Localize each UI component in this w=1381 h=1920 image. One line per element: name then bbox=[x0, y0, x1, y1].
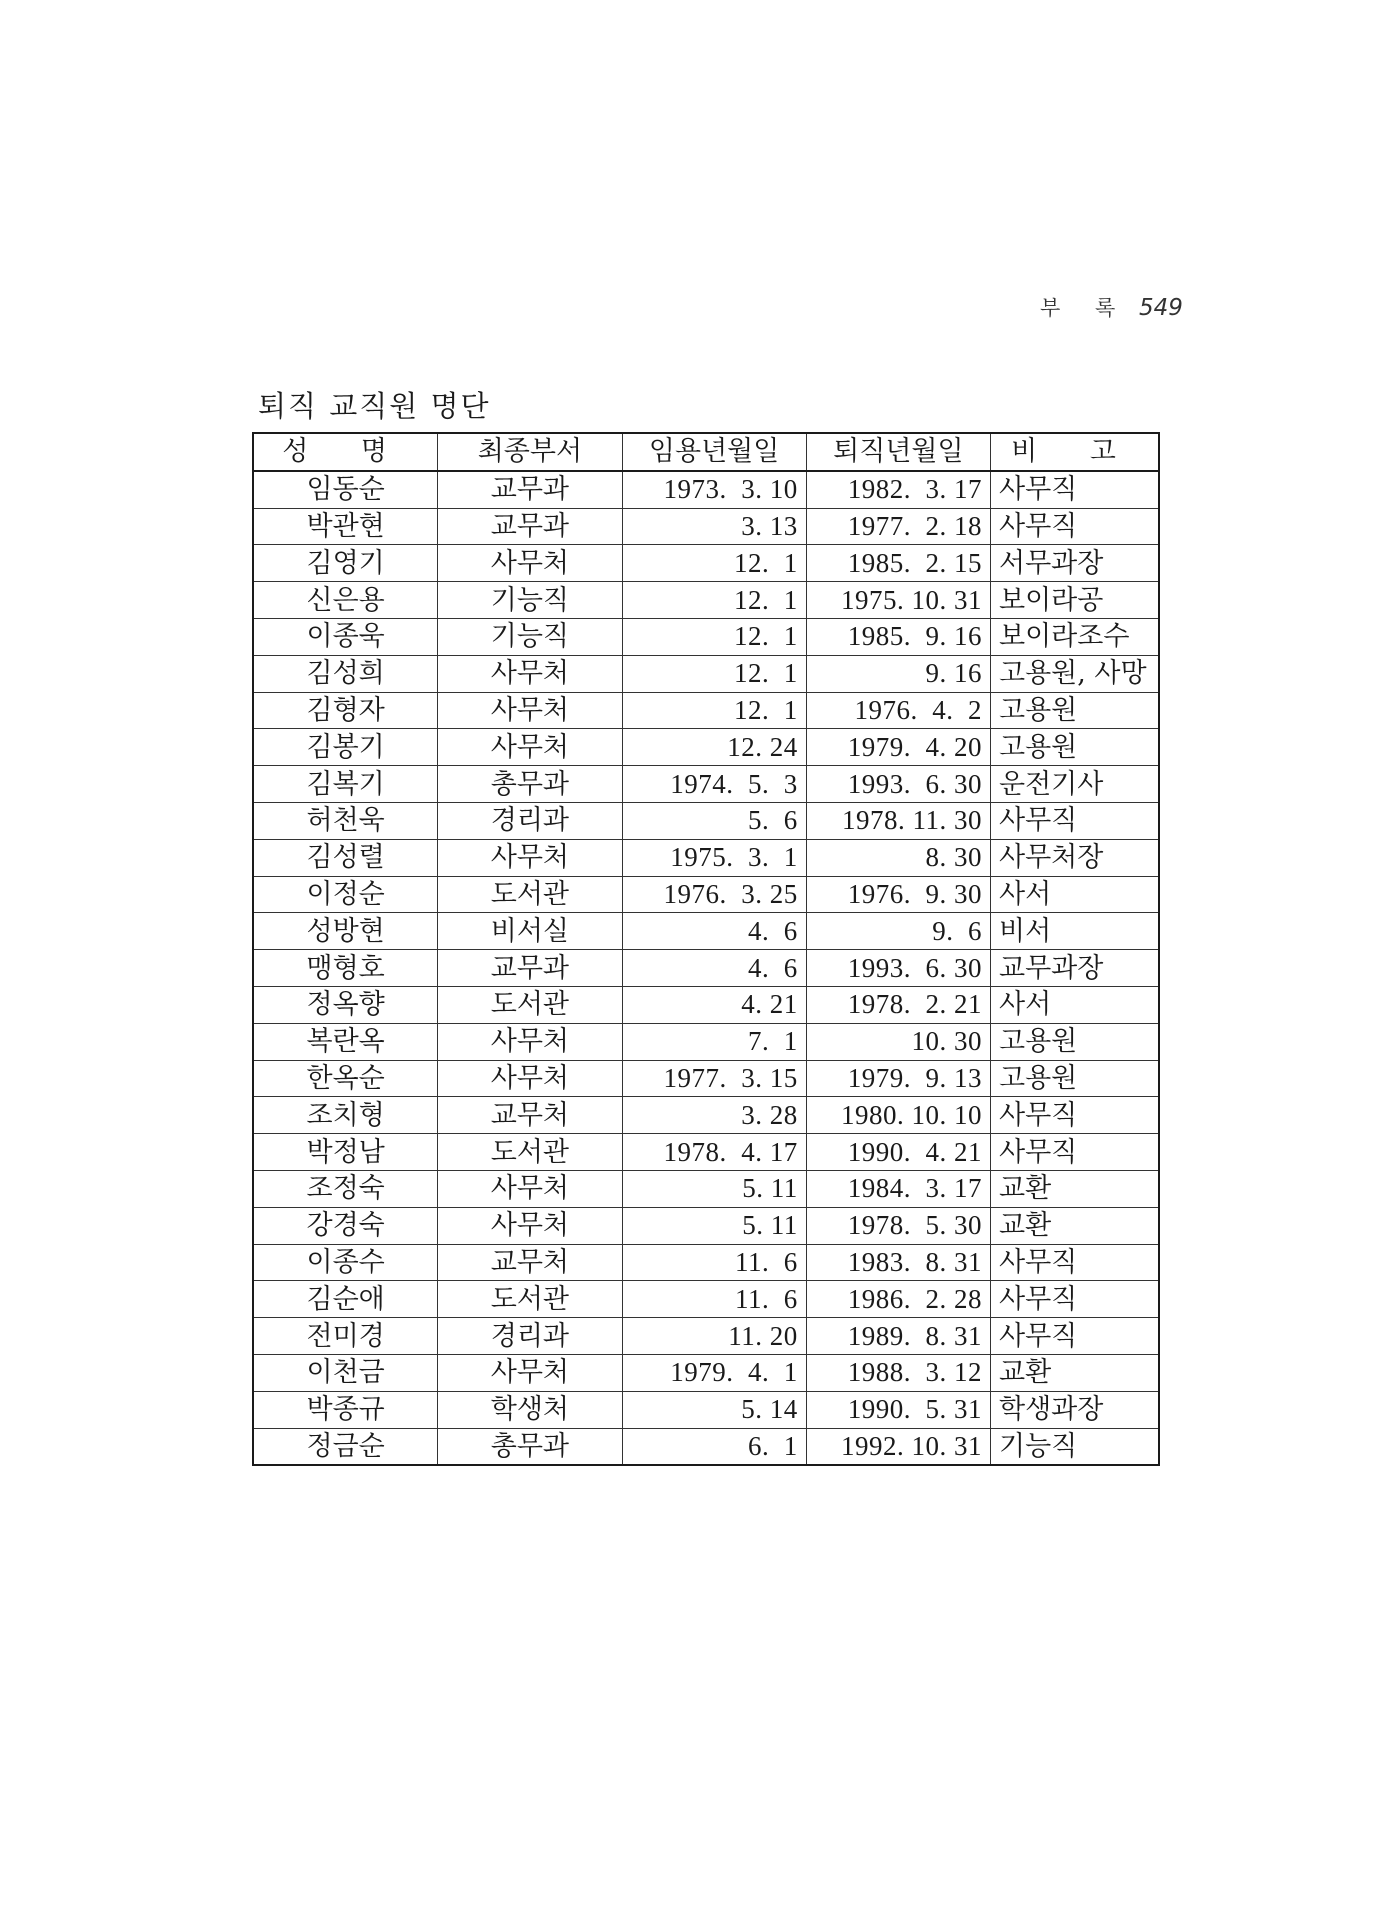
column-header-name: 성 명 bbox=[253, 433, 438, 471]
cell-hire-date: 1974. 5. 3 bbox=[622, 766, 806, 803]
column-header-department: 최종부서 bbox=[438, 433, 622, 471]
cell-retire-date: 1982. 3. 17 bbox=[806, 471, 990, 508]
table-row bbox=[253, 1134, 1159, 1171]
cell-hire-date: 12. 1 bbox=[622, 545, 806, 582]
header-row bbox=[253, 433, 1159, 471]
table-row bbox=[253, 1391, 1159, 1428]
cell-hire-date: 4. 6 bbox=[622, 950, 806, 987]
table-row bbox=[253, 1023, 1159, 1060]
cell-retire-date: 1990. 5. 31 bbox=[806, 1391, 990, 1428]
cell-retire-date: 1993. 6. 30 bbox=[806, 950, 990, 987]
cell-name: 김성희 bbox=[253, 655, 438, 692]
table-row bbox=[253, 1207, 1159, 1244]
cell-name: 정금순 bbox=[253, 1428, 438, 1465]
column-header-retire-date: 퇴직년월일 bbox=[806, 433, 990, 471]
cell-name: 이종수 bbox=[253, 1244, 438, 1281]
cell-retire-date: 1984. 3. 17 bbox=[806, 1170, 990, 1207]
cell-note: 서무과장 bbox=[991, 545, 1160, 582]
cell-department: 교무처 bbox=[438, 1244, 622, 1281]
column-header-note: 비 고 bbox=[991, 433, 1160, 471]
cell-department: 도서관 bbox=[438, 986, 622, 1023]
page-header bbox=[1040, 292, 1183, 322]
cell-name: 이정순 bbox=[253, 876, 438, 913]
cell-department: 경리과 bbox=[438, 802, 622, 839]
cell-retire-date: 1989. 8. 31 bbox=[806, 1318, 990, 1355]
cell-name: 김형자 bbox=[253, 692, 438, 729]
cell-hire-date: 3. 28 bbox=[622, 1097, 806, 1134]
table-row bbox=[253, 618, 1159, 655]
cell-note: 고용원 bbox=[991, 692, 1160, 729]
cell-note: 고용원 bbox=[991, 1060, 1160, 1097]
cell-hire-date: 6. 1 bbox=[622, 1428, 806, 1465]
cell-note: 사무직 bbox=[991, 471, 1160, 508]
retired-staff-table bbox=[252, 432, 1160, 1466]
cell-note: 보이라조수 bbox=[991, 618, 1160, 655]
page-number: 549 bbox=[1138, 295, 1183, 321]
table-row bbox=[253, 1428, 1159, 1465]
cell-department: 사무처 bbox=[438, 839, 622, 876]
cell-hire-date: 3. 13 bbox=[622, 508, 806, 545]
cell-department: 경리과 bbox=[438, 1318, 622, 1355]
table-row bbox=[253, 508, 1159, 545]
cell-retire-date: 1976. 4. 2 bbox=[806, 692, 990, 729]
cell-retire-date: 1978. 11. 30 bbox=[806, 802, 990, 839]
cell-name: 한옥순 bbox=[253, 1060, 438, 1097]
cell-name: 성방현 bbox=[253, 913, 438, 950]
cell-name: 김순애 bbox=[253, 1281, 438, 1318]
cell-name: 허천욱 bbox=[253, 802, 438, 839]
cell-note: 교환 bbox=[991, 1354, 1160, 1391]
cell-name: 전미경 bbox=[253, 1318, 438, 1355]
cell-retire-date: 1993. 6. 30 bbox=[806, 766, 990, 803]
section-label: 부 록 bbox=[1040, 296, 1130, 320]
cell-note: 학생과장 bbox=[991, 1391, 1160, 1428]
table-row bbox=[253, 692, 1159, 729]
cell-hire-date: 1973. 3. 10 bbox=[622, 471, 806, 508]
table-row bbox=[253, 1354, 1159, 1391]
cell-retire-date: 1980. 10. 10 bbox=[806, 1097, 990, 1134]
table-row bbox=[253, 655, 1159, 692]
cell-note: 교환 bbox=[991, 1170, 1160, 1207]
cell-department: 비서실 bbox=[438, 913, 622, 950]
cell-note: 고용원 bbox=[991, 1023, 1160, 1060]
cell-retire-date: 1979. 9. 13 bbox=[806, 1060, 990, 1097]
cell-note: 고용원 bbox=[991, 729, 1160, 766]
cell-note: 사무직 bbox=[991, 1244, 1160, 1281]
cell-retire-date: 1975. 10. 31 bbox=[806, 582, 990, 619]
cell-note: 사무직 bbox=[991, 802, 1160, 839]
cell-note: 사서 bbox=[991, 876, 1160, 913]
cell-department: 총무과 bbox=[438, 1428, 622, 1465]
cell-hire-date: 12. 1 bbox=[622, 692, 806, 729]
cell-department: 사무처 bbox=[438, 1060, 622, 1097]
cell-retire-date: 1979. 4. 20 bbox=[806, 729, 990, 766]
cell-hire-date: 12. 1 bbox=[622, 618, 806, 655]
table-row bbox=[253, 839, 1159, 876]
cell-department: 사무처 bbox=[438, 655, 622, 692]
cell-note: 사무직 bbox=[991, 1097, 1160, 1134]
table-row bbox=[253, 1244, 1159, 1281]
cell-retire-date: 10. 30 bbox=[806, 1023, 990, 1060]
table-row bbox=[253, 802, 1159, 839]
table-row bbox=[253, 582, 1159, 619]
cell-note: 사무직 bbox=[991, 1318, 1160, 1355]
cell-department: 도서관 bbox=[438, 876, 622, 913]
table-row bbox=[253, 545, 1159, 582]
cell-department: 사무처 bbox=[438, 692, 622, 729]
cell-retire-date: 1986. 2. 28 bbox=[806, 1281, 990, 1318]
cell-hire-date: 1977. 3. 15 bbox=[622, 1060, 806, 1097]
cell-name: 강경숙 bbox=[253, 1207, 438, 1244]
table-row bbox=[253, 1097, 1159, 1134]
cell-hire-date: 1976. 3. 25 bbox=[622, 876, 806, 913]
cell-department: 사무처 bbox=[438, 729, 622, 766]
cell-department: 도서관 bbox=[438, 1281, 622, 1318]
cell-note: 보이라공 bbox=[991, 582, 1160, 619]
cell-department: 기능직 bbox=[438, 618, 622, 655]
cell-name: 임동순 bbox=[253, 471, 438, 508]
table-row bbox=[253, 1281, 1159, 1318]
table-row bbox=[253, 876, 1159, 913]
table-row bbox=[253, 471, 1159, 508]
cell-name: 복란옥 bbox=[253, 1023, 438, 1060]
cell-department: 교무처 bbox=[438, 1097, 622, 1134]
document-title: 퇴직 교직원 명단 bbox=[258, 389, 491, 423]
cell-retire-date: 1985. 2. 15 bbox=[806, 545, 990, 582]
cell-hire-date: 1978. 4. 17 bbox=[622, 1134, 806, 1171]
cell-department: 총무과 bbox=[438, 766, 622, 803]
cell-hire-date: 11. 6 bbox=[622, 1281, 806, 1318]
cell-name: 김봉기 bbox=[253, 729, 438, 766]
table-row bbox=[253, 1170, 1159, 1207]
cell-department: 사무처 bbox=[438, 545, 622, 582]
table-row bbox=[253, 1060, 1159, 1097]
cell-name: 신은용 bbox=[253, 582, 438, 619]
table-body bbox=[253, 471, 1159, 1466]
cell-name: 박정남 bbox=[253, 1134, 438, 1171]
cell-department: 사무처 bbox=[438, 1023, 622, 1060]
table-row bbox=[253, 913, 1159, 950]
table-row bbox=[253, 950, 1159, 987]
cell-hire-date: 7. 1 bbox=[622, 1023, 806, 1060]
table-row bbox=[253, 766, 1159, 803]
cell-name: 박관현 bbox=[253, 508, 438, 545]
cell-retire-date: 1977. 2. 18 bbox=[806, 508, 990, 545]
cell-note: 운전기사 bbox=[991, 766, 1160, 803]
cell-name: 이종욱 bbox=[253, 618, 438, 655]
cell-name: 김영기 bbox=[253, 545, 438, 582]
cell-hire-date: 5. 14 bbox=[622, 1391, 806, 1428]
cell-note: 사무처장 bbox=[991, 839, 1160, 876]
cell-retire-date: 1978. 5. 30 bbox=[806, 1207, 990, 1244]
cell-note: 사무직 bbox=[991, 1281, 1160, 1318]
cell-department: 교무과 bbox=[438, 950, 622, 987]
cell-hire-date: 12. 1 bbox=[622, 582, 806, 619]
cell-department: 사무처 bbox=[438, 1354, 622, 1391]
cell-note: 교환 bbox=[991, 1207, 1160, 1244]
cell-hire-date: 5. 6 bbox=[622, 802, 806, 839]
cell-name: 조정숙 bbox=[253, 1170, 438, 1207]
cell-note: 사서 bbox=[991, 986, 1160, 1023]
table-header bbox=[253, 433, 1159, 471]
cell-hire-date: 12. 1 bbox=[622, 655, 806, 692]
cell-hire-date: 12. 24 bbox=[622, 729, 806, 766]
cell-department: 기능직 bbox=[438, 582, 622, 619]
table-row bbox=[253, 986, 1159, 1023]
cell-retire-date: 1976. 9. 30 bbox=[806, 876, 990, 913]
cell-department: 도서관 bbox=[438, 1134, 622, 1171]
cell-department: 교무과 bbox=[438, 508, 622, 545]
cell-note: 사무직 bbox=[991, 508, 1160, 545]
cell-hire-date: 1979. 4. 1 bbox=[622, 1354, 806, 1391]
table-row bbox=[253, 729, 1159, 766]
cell-retire-date: 1983. 8. 31 bbox=[806, 1244, 990, 1281]
cell-hire-date: 4. 21 bbox=[622, 986, 806, 1023]
table-row bbox=[253, 1318, 1159, 1355]
cell-name: 조치형 bbox=[253, 1097, 438, 1134]
cell-hire-date: 5. 11 bbox=[622, 1170, 806, 1207]
cell-retire-date: 1992. 10. 31 bbox=[806, 1428, 990, 1465]
cell-department: 학생처 bbox=[438, 1391, 622, 1428]
column-header-hire-date: 임용년월일 bbox=[622, 433, 806, 471]
cell-department: 사무처 bbox=[438, 1170, 622, 1207]
cell-hire-date: 11. 20 bbox=[622, 1318, 806, 1355]
cell-retire-date: 1978. 2. 21 bbox=[806, 986, 990, 1023]
cell-retire-date: 1985. 9. 16 bbox=[806, 618, 990, 655]
cell-hire-date: 11. 6 bbox=[622, 1244, 806, 1281]
cell-name: 이천금 bbox=[253, 1354, 438, 1391]
cell-retire-date: 8. 30 bbox=[806, 839, 990, 876]
cell-hire-date: 5. 11 bbox=[622, 1207, 806, 1244]
cell-hire-date: 4. 6 bbox=[622, 913, 806, 950]
cell-name: 김성렬 bbox=[253, 839, 438, 876]
cell-note: 교무과장 bbox=[991, 950, 1160, 987]
cell-note: 기능직 bbox=[991, 1428, 1160, 1465]
cell-retire-date: 9. 6 bbox=[806, 913, 990, 950]
cell-retire-date: 1988. 3. 12 bbox=[806, 1354, 990, 1391]
cell-department: 사무처 bbox=[438, 1207, 622, 1244]
cell-retire-date: 1990. 4. 21 bbox=[806, 1134, 990, 1171]
cell-name: 김복기 bbox=[253, 766, 438, 803]
cell-retire-date: 9. 16 bbox=[806, 655, 990, 692]
cell-name: 맹형호 bbox=[253, 950, 438, 987]
cell-department: 교무과 bbox=[438, 471, 622, 508]
cell-name: 정옥향 bbox=[253, 986, 438, 1023]
cell-name: 박종규 bbox=[253, 1391, 438, 1428]
cell-note: 비서 bbox=[991, 913, 1160, 950]
cell-note: 고용원, 사망 bbox=[991, 655, 1160, 692]
cell-note: 사무직 bbox=[991, 1134, 1160, 1171]
cell-hire-date: 1975. 3. 1 bbox=[622, 839, 806, 876]
